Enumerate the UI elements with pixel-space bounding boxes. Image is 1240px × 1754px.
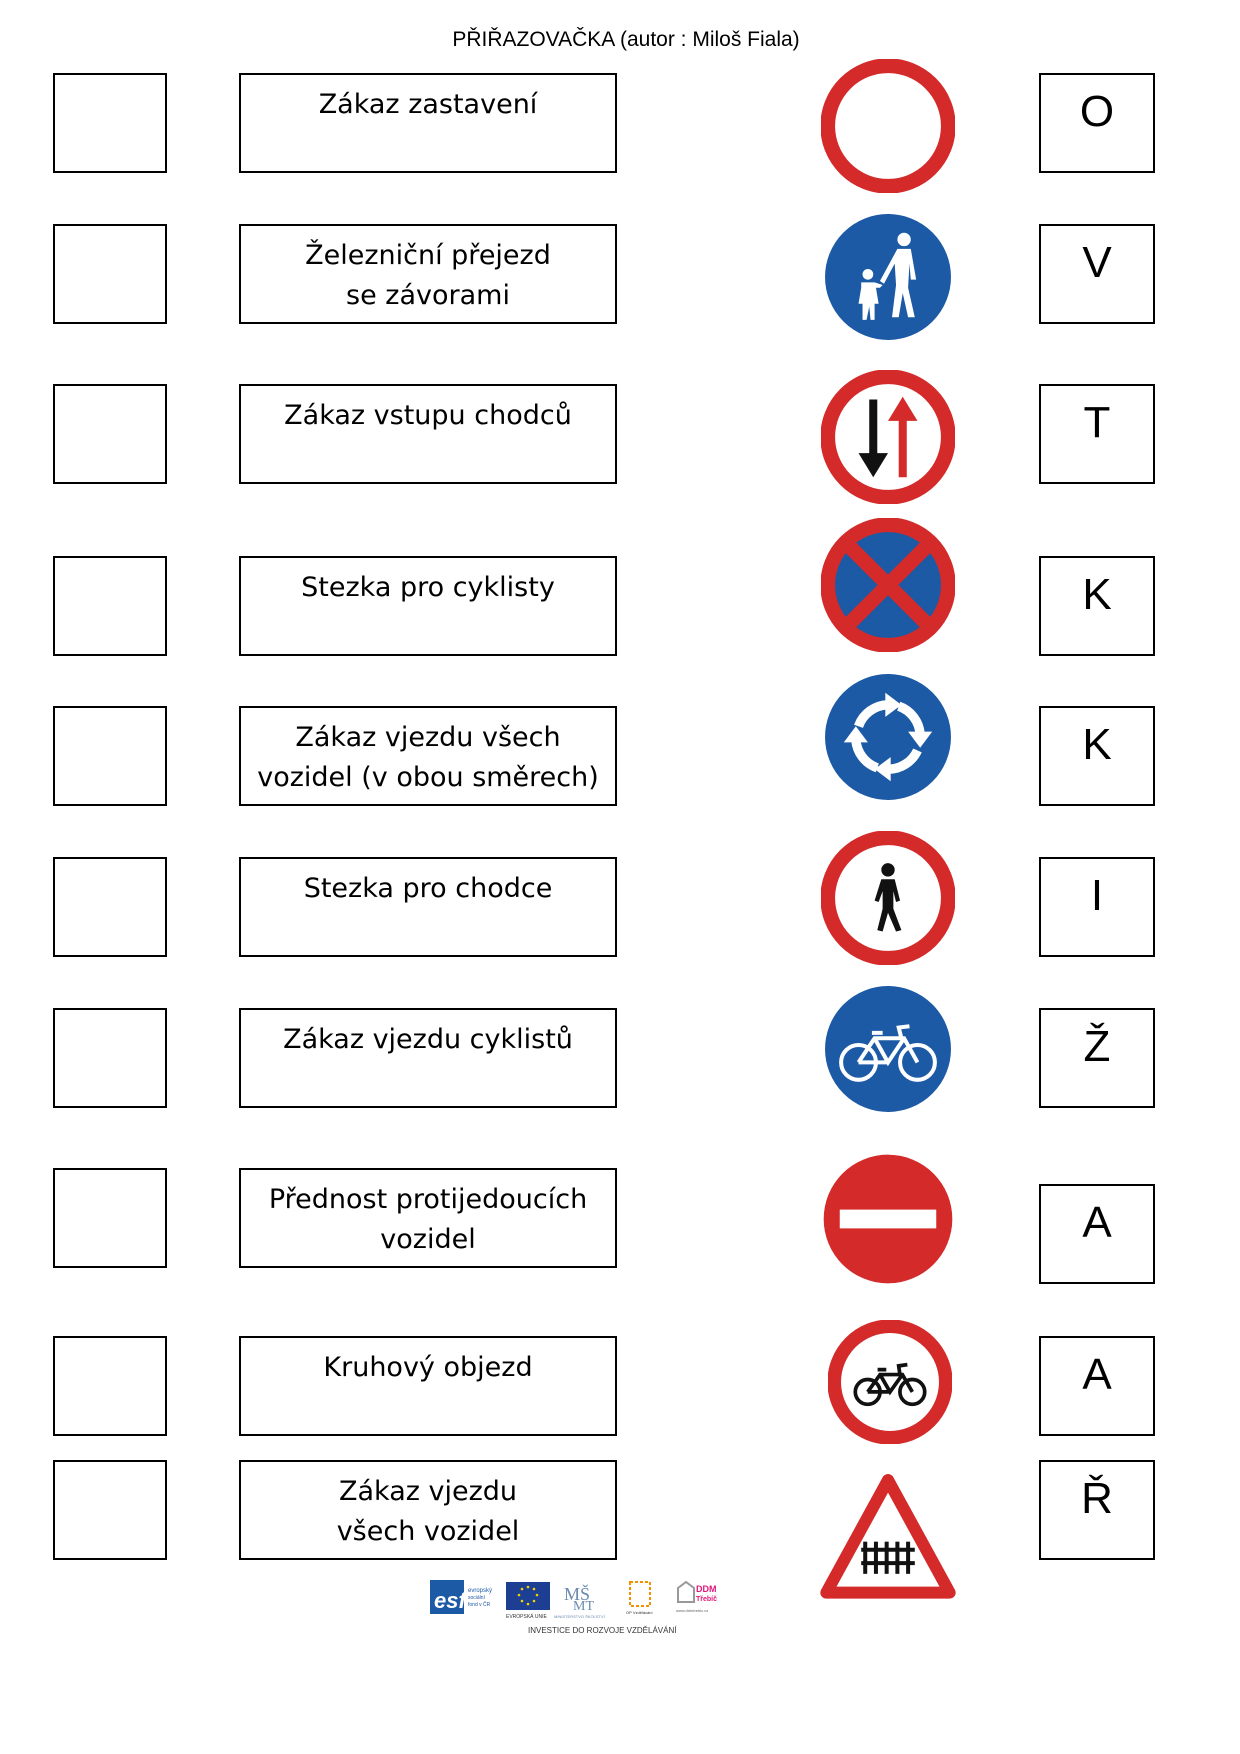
answer-box[interactable] <box>53 1008 167 1108</box>
letter-box: K <box>1039 556 1155 656</box>
description-line: Železniční přejezd <box>305 240 551 271</box>
answer-box[interactable] <box>53 1460 167 1560</box>
priority-oncoming-sign-icon <box>821 370 955 504</box>
description-line: Stezka pro chodce <box>303 873 553 904</box>
answer-box[interactable] <box>53 556 167 656</box>
description-line: Zákaz vjezdu cyklistů <box>283 1024 573 1055</box>
letter-box: O <box>1039 73 1155 173</box>
description-line: vozidel <box>380 1224 476 1255</box>
description-line: vozidel (v obou směrech) <box>257 762 599 793</box>
letter-box: A <box>1039 1336 1155 1436</box>
description-line: se závorami <box>346 280 510 311</box>
no-stopping-sign-icon <box>821 518 955 652</box>
no-pedestrians-sign-icon <box>821 831 955 965</box>
match-row <box>0 224 1240 326</box>
match-row <box>0 556 1240 658</box>
description-line: Zákaz vstupu chodců <box>284 400 572 431</box>
description-line: Kruhový objezd <box>323 1352 533 1383</box>
svg-text:esf: esf <box>434 1588 466 1613</box>
sign-description <box>239 1008 617 1108</box>
svg-text:Třebíč: Třebíč <box>696 1596 718 1603</box>
svg-text:MŠ: MŠ <box>564 1584 591 1604</box>
sign-description <box>239 1336 617 1436</box>
match-row <box>0 1168 1240 1270</box>
sign-description <box>239 556 617 656</box>
sign-description <box>239 706 617 806</box>
footer-logos <box>430 1576 760 1636</box>
description-line: Zákaz vjezdu všech <box>295 722 561 753</box>
answer-box[interactable] <box>53 73 167 173</box>
sign-description <box>239 1460 617 1560</box>
sign-description <box>239 224 617 324</box>
sign-description <box>239 857 617 957</box>
pedestrian-path-sign-icon <box>821 210 955 344</box>
railway-crossing-barrier-sign-icon <box>818 1472 958 1606</box>
match-row <box>0 1008 1240 1110</box>
svg-text:EVROPSKÁ UNIE: EVROPSKÁ UNIE <box>506 1614 547 1620</box>
title-text: PŘIŘAZOVAČKA (autor : Miloš Fiala) <box>452 28 800 51</box>
svg-text:fond v ČR: fond v ČR <box>468 1602 491 1608</box>
answer-box[interactable] <box>53 1336 167 1436</box>
letter-box: V <box>1039 224 1155 324</box>
letter-box: A <box>1039 1184 1155 1284</box>
svg-text:evropský: evropský <box>468 1588 493 1594</box>
letter-box: Ž <box>1039 1008 1155 1108</box>
sign-description <box>239 73 617 173</box>
svg-text:MT: MT <box>573 1599 594 1614</box>
svg-text:MINISTERSTVO ŠKOLSTVÍ: MINISTERSTVO ŠKOLSTVÍ <box>554 1614 605 1619</box>
no-vehicles-sign-icon <box>821 59 955 193</box>
answer-box[interactable] <box>53 857 167 957</box>
match-row <box>0 857 1240 959</box>
sign-description <box>239 1168 617 1268</box>
letter-box: I <box>1039 857 1155 957</box>
svg-text:www.ddmtrebic.cz: www.ddmtrebic.cz <box>676 1608 709 1613</box>
letter-box: T <box>1039 384 1155 484</box>
sponsor-logos-icon <box>430 1576 760 1626</box>
match-row <box>0 706 1240 808</box>
answer-box[interactable] <box>53 224 167 324</box>
match-row <box>0 1460 1240 1562</box>
answer-box[interactable] <box>53 1168 167 1268</box>
svg-text:DDM: DDM <box>696 1584 717 1594</box>
description-line: všech vozidel <box>336 1516 520 1547</box>
match-row <box>0 384 1240 486</box>
no-entry-sign-icon <box>821 1152 955 1286</box>
roundabout-sign-icon <box>821 670 955 804</box>
description-line: Zákaz zastavení <box>318 89 538 120</box>
description-line: Stezka pro cyklisty <box>301 572 555 603</box>
svg-text:sociální: sociální <box>468 1595 485 1601</box>
letter-box: Ř <box>1039 1460 1155 1560</box>
description-line: Zákaz vjezdu <box>338 1476 518 1507</box>
page-title <box>0 28 1240 52</box>
cycle-path-sign-icon <box>821 982 955 1116</box>
no-cyclists-sign-icon <box>828 1320 952 1444</box>
footer-tagline: INVESTICE DO ROZVOJE VZDĚLÁVÁNÍ <box>528 1626 677 1635</box>
svg-text:OP Vzdělávání: OP Vzdělávání <box>626 1610 653 1615</box>
answer-box[interactable] <box>53 384 167 484</box>
answer-box[interactable] <box>53 706 167 806</box>
match-row <box>0 1336 1240 1438</box>
letter-box: K <box>1039 706 1155 806</box>
description-line: Přednost protijedoucích <box>268 1184 588 1215</box>
match-row <box>0 73 1240 175</box>
sign-description <box>239 384 617 484</box>
